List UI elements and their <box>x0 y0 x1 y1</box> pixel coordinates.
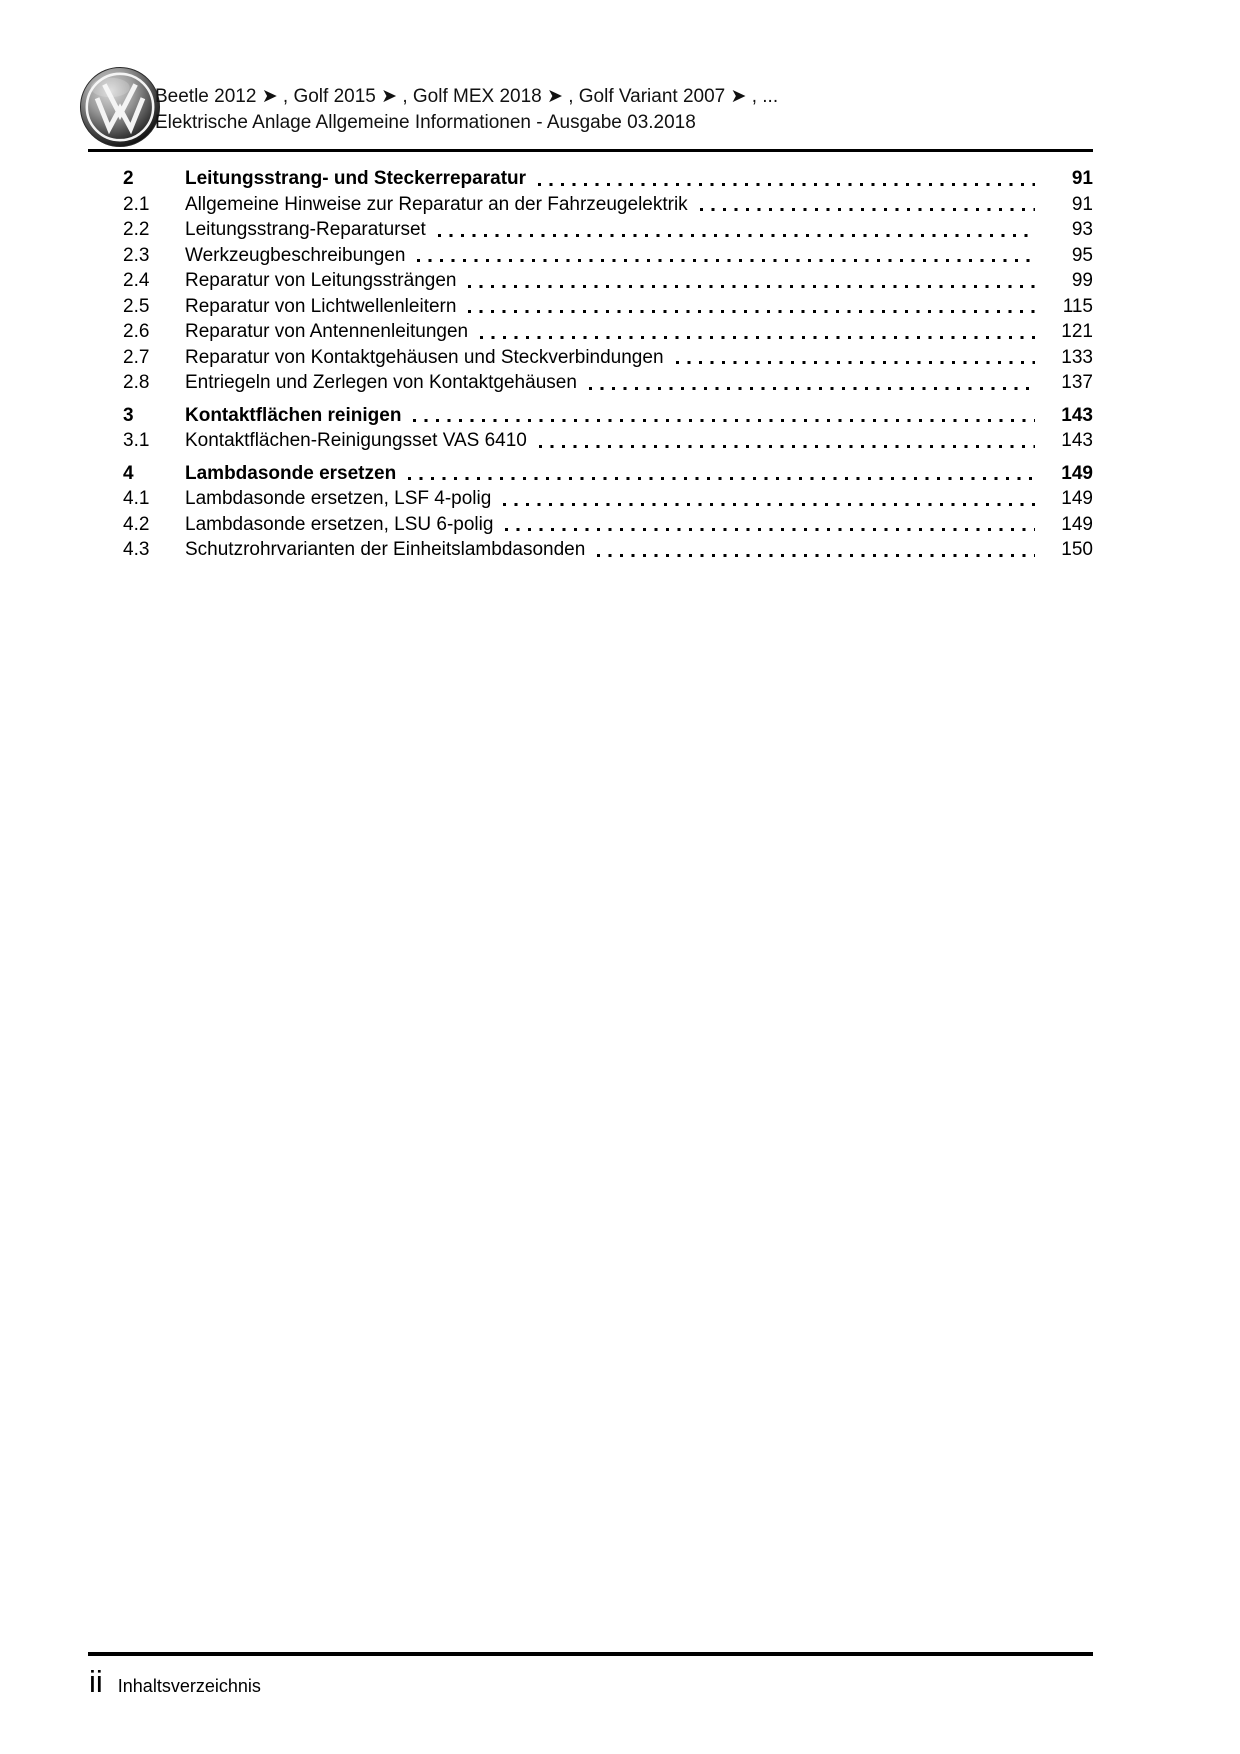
toc-entry <box>123 512 1093 538</box>
dot-leader <box>417 243 1035 269</box>
footer-page-number: ii <box>89 1664 103 1699</box>
toc-entry-number: 4.1 <box>123 488 150 509</box>
toc-entry-page: 143 <box>1061 404 1093 426</box>
dot-leader <box>589 370 1035 396</box>
toc-entry-number: 2.5 <box>123 295 150 317</box>
toc-entry <box>123 217 1093 243</box>
dot-leader <box>505 512 1035 538</box>
toc-entry-title: Allgemeine Hinweise zur Reparatur an der Fahrzeugelektrik <box>185 193 688 215</box>
toc-entry-number: 2 <box>123 168 134 189</box>
toc-entry <box>123 268 1093 294</box>
toc-entry-number: 2.4 <box>123 270 150 291</box>
dot-leader <box>408 461 1035 487</box>
toc-entry-page: 99 <box>1071 270 1093 291</box>
dot-leader <box>468 268 1035 294</box>
toc-entry-number: 4.3 <box>123 539 150 560</box>
toc-entry-page: 121 <box>1061 321 1093 342</box>
toc-entry-title: Reparatur von Lichtwellenleitern <box>185 295 457 317</box>
dot-leader <box>538 166 1035 192</box>
toc-entry-page: 149 <box>1061 462 1093 484</box>
toc-entry-number: 2.3 <box>123 244 150 266</box>
header-models-line: Beetle 2012 ➤ , Golf 2015 ➤ , Golf MEX 2018 ➤ , Golf Variant 2007 ➤ , ... <box>155 86 779 107</box>
toc-entry-number: 2.8 <box>123 372 150 393</box>
toc-entry-number: 2.6 <box>123 321 150 342</box>
toc-entry-page: 149 <box>1061 488 1093 509</box>
toc-list <box>123 166 1093 563</box>
toc-entry <box>123 428 1093 454</box>
header-text-block <box>155 84 778 136</box>
toc-entry-number: 2.7 <box>123 346 150 368</box>
toc-entry-title: Reparatur von Antennenleitungen <box>185 321 469 342</box>
toc-entry <box>123 537 1093 563</box>
toc-entry-page: 91 <box>1071 168 1093 189</box>
toc-entry-page: 133 <box>1061 346 1093 368</box>
vw-logo-icon <box>79 66 161 148</box>
toc-entry-title: Leitungsstrang- und Steckerreparatur <box>185 168 527 189</box>
header-rule <box>88 149 1093 152</box>
toc-entry-title: Leitungsstrang-Reparaturset <box>185 219 426 240</box>
dot-leader <box>438 217 1035 243</box>
toc-entry-title: Kontaktflächen reinigen <box>185 404 402 426</box>
toc-entry-title: Werkzeugbeschreibungen <box>185 244 406 266</box>
toc-entry-page: 149 <box>1061 513 1093 535</box>
toc-entry <box>123 319 1093 345</box>
toc-entry-number: 4 <box>123 462 134 484</box>
toc-entry-title: Reparatur von Leitungssträngen <box>185 270 457 291</box>
header-subtitle-line: Elektrische Anlage Allgemeine Informationen - Ausgabe 03.2018 <box>155 112 696 133</box>
dot-leader <box>468 294 1035 320</box>
toc-entry-page: 115 <box>1062 295 1093 317</box>
toc-entry <box>123 403 1093 429</box>
toc-entry-page: 91 <box>1071 193 1093 215</box>
dot-leader <box>700 192 1035 218</box>
dot-leader <box>413 403 1035 429</box>
toc-entry-title: Reparatur von Kontaktgehäusen und Steckverbindungen <box>185 346 664 368</box>
dot-leader <box>676 345 1035 371</box>
toc-entry-page: 150 <box>1061 539 1093 560</box>
dot-leader <box>597 537 1035 563</box>
toc-entry-title: Schutzrohrvarianten der Einheitslambdasonden <box>185 539 586 560</box>
toc-entry-number: 3.1 <box>123 430 150 451</box>
toc-entry-title: Entriegeln und Zerlegen von Kontaktgehäusen <box>185 372 577 393</box>
toc-entry <box>123 192 1093 218</box>
toc-entry-page: 143 <box>1061 430 1093 451</box>
toc-entry-title: Kontaktflächen-Reinigungsset VAS 6410 <box>185 430 527 451</box>
toc-entry <box>123 294 1093 320</box>
toc-entry-number: 4.2 <box>123 513 150 535</box>
toc-entry <box>123 243 1093 269</box>
toc-entry <box>123 345 1093 371</box>
toc-entry-title: Lambdasonde ersetzen, LSU 6-polig <box>185 513 494 535</box>
footer-section-label: Inhaltsverzeichnis <box>117 1676 261 1696</box>
toc-entry-title: Lambdasonde ersetzen <box>185 462 397 484</box>
dot-leader <box>480 319 1035 345</box>
footer <box>89 1662 261 1702</box>
toc-entry-page: 93 <box>1071 219 1093 240</box>
toc-entry <box>123 370 1093 396</box>
toc-entry-page: 137 <box>1061 372 1093 393</box>
dot-leader <box>539 428 1035 454</box>
toc-entry-number: 2.1 <box>123 193 150 215</box>
toc-entry-number: 2.2 <box>123 219 150 240</box>
toc-entry <box>123 461 1093 487</box>
toc-entry <box>123 166 1093 192</box>
toc-entry-title: Lambdasonde ersetzen, LSF 4-polig <box>185 488 492 509</box>
toc-entry-page: 95 <box>1071 244 1093 266</box>
footer-rule <box>88 1652 1093 1656</box>
dot-leader <box>503 486 1035 512</box>
toc-entry-number: 3 <box>123 404 134 426</box>
toc-entry <box>123 486 1093 512</box>
